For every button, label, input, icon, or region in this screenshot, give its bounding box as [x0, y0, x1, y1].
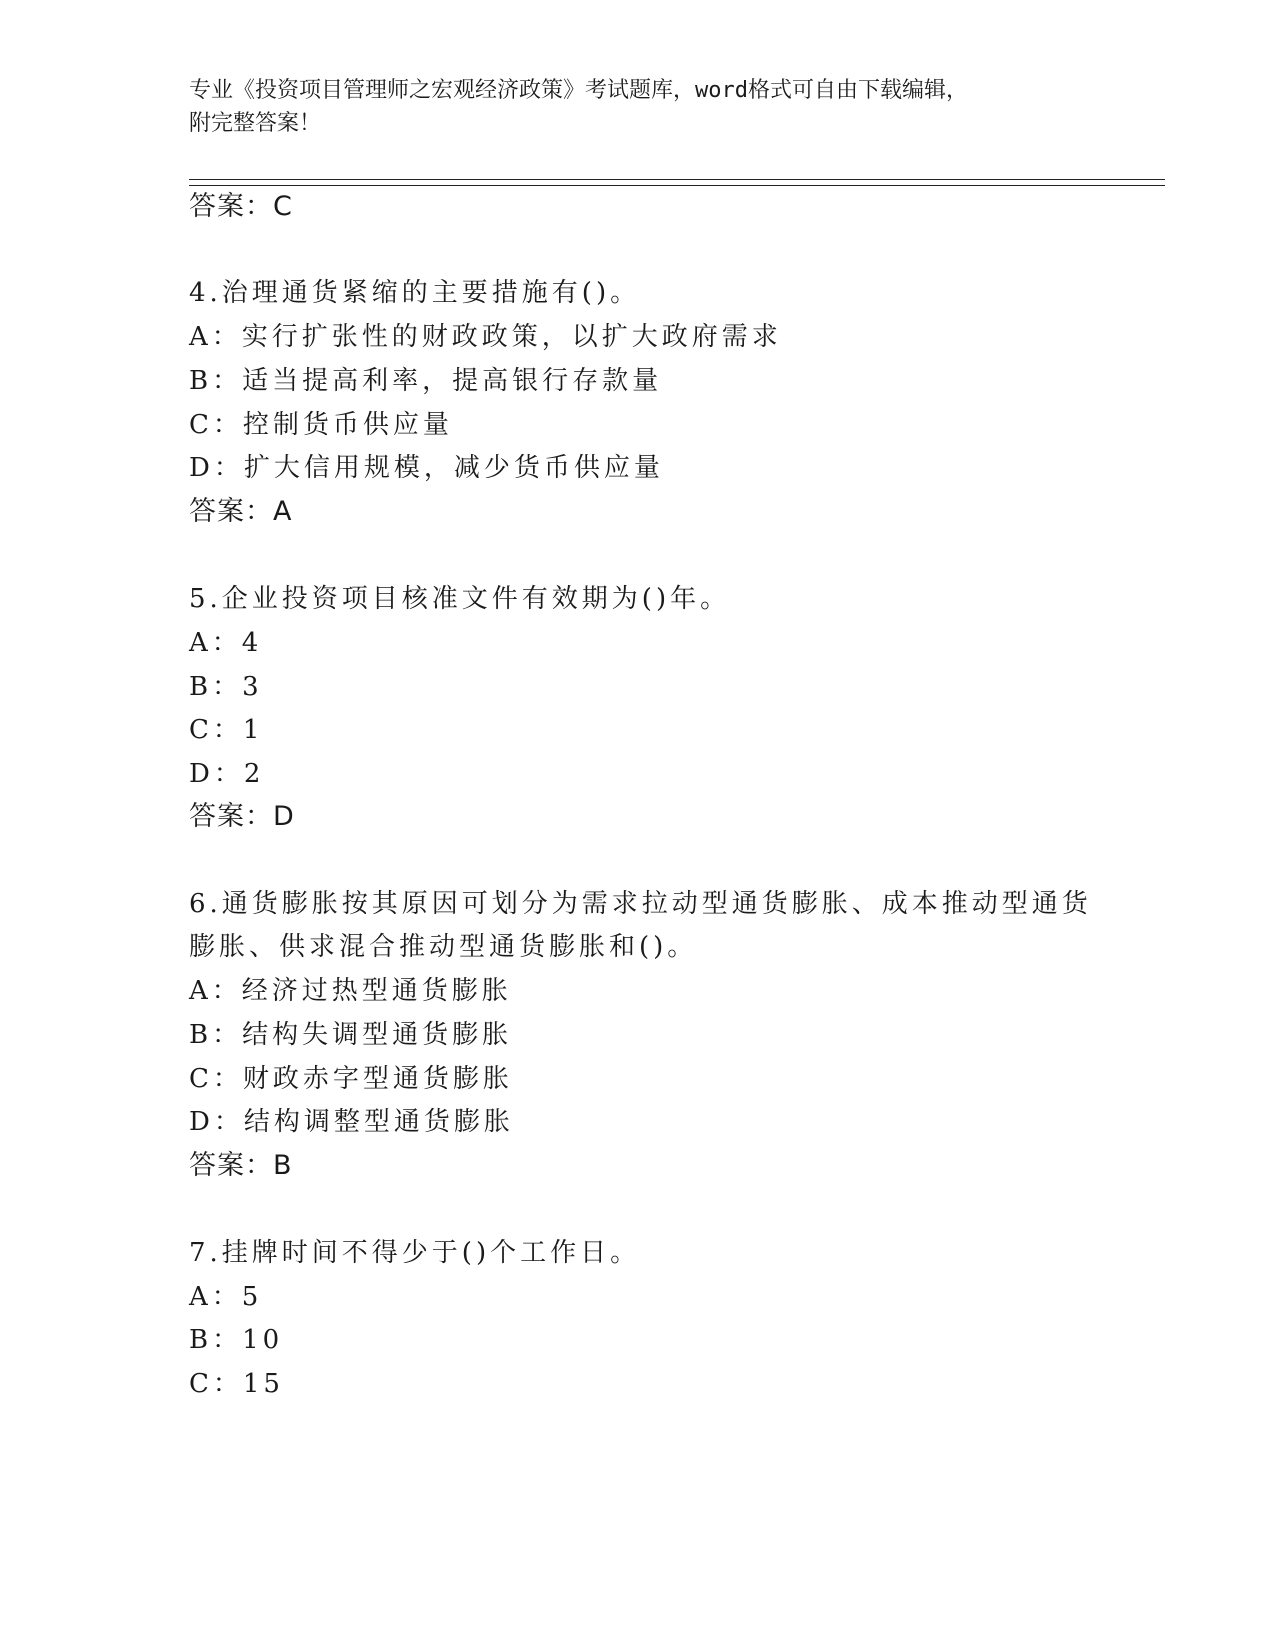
question-7-option-a: A：5 [189, 1282, 263, 1312]
question-5-option-b: B：3 [189, 672, 263, 702]
question-4-option-c: C：控制货币供应量 [189, 410, 453, 440]
document-header [189, 74, 1089, 140]
header-line-1: 专业《投资项目管理师之宏观经济政策》考试题库，word格式可自由下载编辑， [189, 78, 968, 103]
question-4-option-d: D：扩大信用规模，减少货币供应量 [189, 453, 664, 483]
question-7-option-b: B：10 [189, 1325, 284, 1355]
question-7-stem: 7.挂牌时间不得少于()个工作日。 [189, 1238, 641, 1268]
question-6-option-a: A：经济过热型通货膨胀 [189, 976, 512, 1006]
question-6-option-b: B：结构失调型通货膨胀 [189, 1020, 513, 1050]
header-divider-top [189, 179, 1165, 180]
answer-q3: 答案：C [189, 191, 293, 222]
question-4-option-a: A：实行扩张性的财政政策，以扩大政府需求 [189, 322, 782, 352]
question-6-stem-line-1: 6.通货膨胀按其原因可划分为需求拉动型通货膨胀、成本推动型通货 [189, 889, 1092, 919]
question-6-option-c: C：财政赤字型通货膨胀 [189, 1064, 513, 1094]
question-5-option-a: A：4 [189, 628, 263, 658]
question-7-option-c: C：15 [189, 1369, 284, 1399]
question-5-option-d: D：2 [189, 759, 265, 789]
question-6-stem-line-2: 膨胀、供求混合推动型通货膨胀和()。 [189, 932, 698, 962]
question-4-option-b: B：适当提高利率，提高银行存款量 [189, 366, 663, 396]
question-4-stem: 4.治理通货紧缩的主要措施有()。 [189, 278, 641, 308]
header-divider-bottom [189, 185, 1165, 186]
question-5-option-c: C：1 [189, 715, 264, 745]
question-6-option-d: D：结构调整型通货膨胀 [189, 1107, 514, 1137]
answer-q4: 答案：A [189, 496, 293, 527]
question-5-stem: 5.企业投资项目核准文件有效期为()年。 [189, 584, 731, 614]
header-line-2: 附完整答案！ [189, 111, 322, 136]
answer-q5: 答案：D [189, 801, 295, 832]
answer-q6: 答案：B [189, 1150, 293, 1181]
